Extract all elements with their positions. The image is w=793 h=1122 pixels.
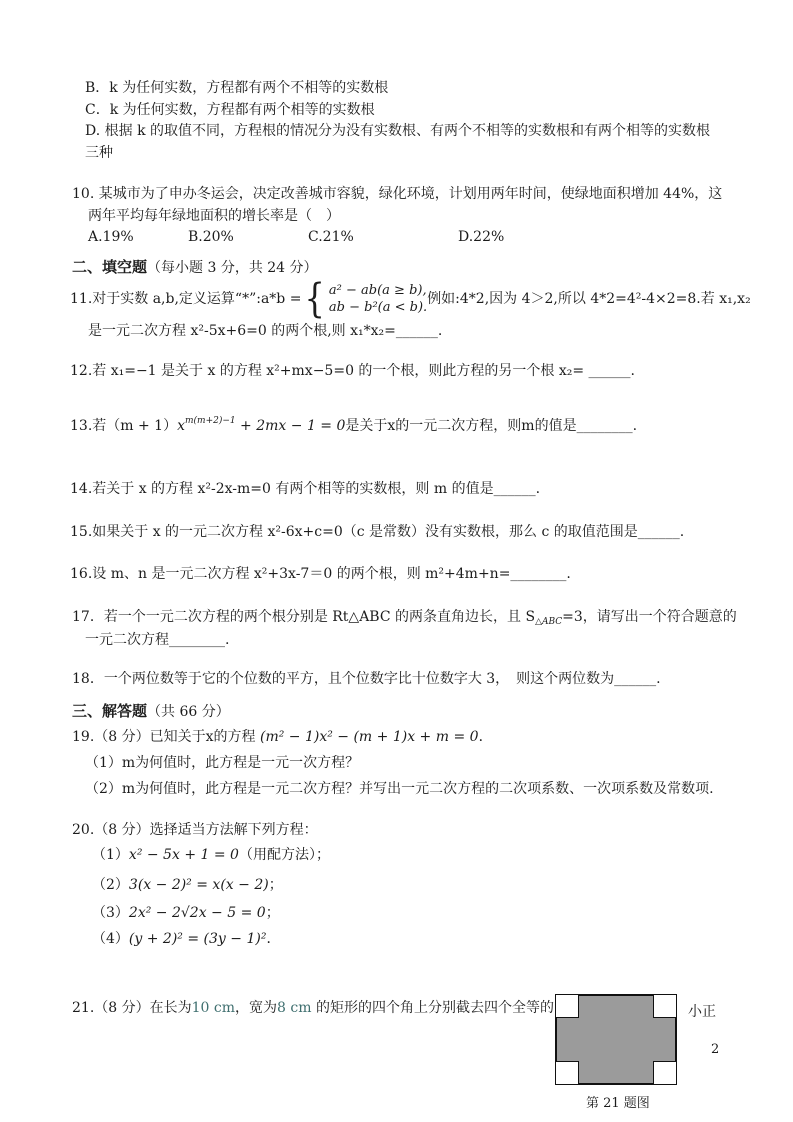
q11-piecewise-cases (329, 282, 427, 316)
q21-post: 的矩形的四个角上分别截去四个全等的 (311, 1000, 554, 1016)
q14-text: 14.若关于 x 的方程 x²-2x-m=0 有两个相等的实数根，则 m 的值是______. (70, 481, 541, 497)
q21-figure-rectangle (555, 994, 677, 1085)
cut-square-bottom-left (555, 1061, 579, 1085)
q21-pre: 21.（8 分）在长为 (72, 1000, 192, 1016)
cut-square-bottom-right (653, 1061, 677, 1085)
q9-option-c: C．k 为任何实数，方程都有两个相等的实数根 (85, 102, 375, 118)
q13-mid: + 2mx − 1 = 0 (235, 418, 346, 434)
q20-item-2-note: ； (268, 877, 283, 893)
q20-item-4-note: ． (266, 931, 281, 947)
q17-subscript: △ABC (535, 617, 563, 627)
q20-item-2-label: （2） (92, 877, 129, 893)
q19-period: ． (478, 729, 493, 745)
q13-base: x (177, 418, 185, 434)
section2-subtitle: （每小题 3 分，共 24 分） (147, 260, 318, 276)
q10-option-a: A.19% (88, 229, 134, 245)
q10-option-d: D.22% (458, 229, 505, 245)
q13-tail: 是关于x的一元二次方程，则m的值是________. (345, 418, 638, 434)
section3-heading (72, 701, 230, 722)
q11-equation-row (70, 276, 751, 322)
q11-case-top: a² − ab(a ≥ b), (328, 283, 427, 298)
q19-line1 (72, 727, 493, 747)
q20-item-3-label: （3） (92, 905, 129, 921)
q20-item-1-note: （用配方法）； (238, 847, 330, 863)
page-number: 2 (711, 1042, 720, 1057)
left-brace: { (304, 276, 326, 322)
q20-item-2-equation: 3(x − 2)² = x(x − 2) (128, 877, 269, 893)
q21-length-value: 10 cm (191, 1000, 236, 1016)
q20-item-3 (92, 903, 280, 923)
q10-option-c: C.21% (308, 229, 354, 245)
q20-item-4 (92, 929, 280, 949)
q20-item-3-equation: 2x² − 2√2x − 5 = 0 (128, 905, 266, 921)
section2-title: 二、填空题 (72, 258, 148, 276)
section2-heading (72, 257, 318, 278)
q20-item-4-equation: (y + 2)² = (3y − 1)² (128, 931, 267, 947)
q17-line2: 一元二次方程________. (85, 632, 230, 648)
section3-subtitle: （共 66 分） (147, 704, 230, 720)
q17-line1 (72, 607, 737, 632)
q10-line2: 两年平均每年绿地面积的增长率是（ ） (88, 208, 340, 224)
q11-tail: 例如:4*2,因为 4＞2,所以 4*2=4²-4×2=8.若 x₁,x₂ (427, 291, 751, 307)
q17-line1-post: =3，请写出一个符合题意的 (562, 609, 737, 625)
q19-part2: （2）m为何值时，此方程是一元二次方程？并写出一元二次方程的二次项系数、一次项系数及常数项. (85, 781, 714, 797)
q21-wrap-right: 小正 (688, 1004, 716, 1020)
q18-text: 18．一个两位数等于它的个位数的平方，且个位数字比十位数字大 3， 则这个两位数为______. (72, 671, 661, 687)
q10-option-b: B.20% (188, 229, 234, 245)
section3-title: 三、解答题 (72, 702, 148, 720)
q20-item-4-label: （4） (92, 931, 129, 947)
cut-square-top-left (555, 994, 579, 1018)
q20-item-1-equation: x² − 5x + 1 = 0 (128, 847, 239, 863)
q17-line1-pre: 17．若一个一元二次方程的两个根分别是 Rt△ABC 的两条直角边长，且 S (72, 609, 536, 625)
q11-case-bottom: ab − b²(a < b). (328, 300, 428, 315)
q11-lead: 11.对于实数 a,b,定义运算“*”:a*b = (70, 291, 302, 307)
q21-width-value: 8 cm (277, 1000, 312, 1016)
q19-part1: （1）m为何值时，此方程是一元一次方程？ (85, 755, 360, 771)
q13-exponent: m(m+2)−1 (184, 416, 236, 426)
cut-square-top-right (653, 994, 677, 1018)
q20-lead: 20.（8 分）选择适当方法解下列方程： (72, 822, 318, 838)
q21-mid: ，宽为 (235, 1000, 278, 1016)
q19-equation: (m² − 1)x² − (m + 1)x + m = 0 (259, 729, 479, 745)
q13-text (70, 411, 637, 436)
q10-line1: 10. 某城市为了申办冬运会，决定改善城市容貌，绿化环境，计划用两年时间，使绿地面积增加 44%，这 (72, 186, 723, 202)
q19-lead: 19.（8 分）已知关于x的方程 (72, 729, 256, 745)
q13-lead: 13.若（m + 1） (70, 418, 178, 434)
q20-item-1-label: （1） (92, 847, 129, 863)
q21-figure-caption: 第 21 题图 (586, 1096, 650, 1111)
q16-text: 16.设 m、n 是一元二次方程 x²+3x-7＝0 的两个根，则 m²+4m+n=________. (70, 566, 571, 582)
q21-line1 (72, 998, 554, 1018)
q9-option-d-line1: D. 根据 k 的取值不同，方程根的情况分为没有实数根、有两个不相等的实数根和有两个相等的实数根 (85, 123, 711, 139)
q9-option-b: B．k 为任何实数，方程都有两个不相等的实数根 (85, 80, 389, 96)
q20-item-3-note: ； (265, 905, 280, 921)
q20-item-2 (92, 875, 283, 895)
q11-line2: 是一元二次方程 x²-5x+6=0 的两个根,则 x₁*x₂=______. (88, 323, 443, 339)
q20-item-1 (92, 845, 330, 865)
q11-line1 (70, 276, 751, 322)
q9-option-d-line2: 三种 (85, 145, 113, 161)
q15-text: 15.如果关于 x 的一元二次方程 x²-6x+c=0（c 是常数）没有实数根，那么 c 的取值范围是______. (70, 524, 685, 540)
q12-text: 12.若 x₁=−1 是关于 x 的方程 x²+mx−5=0 的一个根，则此方程的另一个根 x₂= ______. (70, 363, 636, 379)
